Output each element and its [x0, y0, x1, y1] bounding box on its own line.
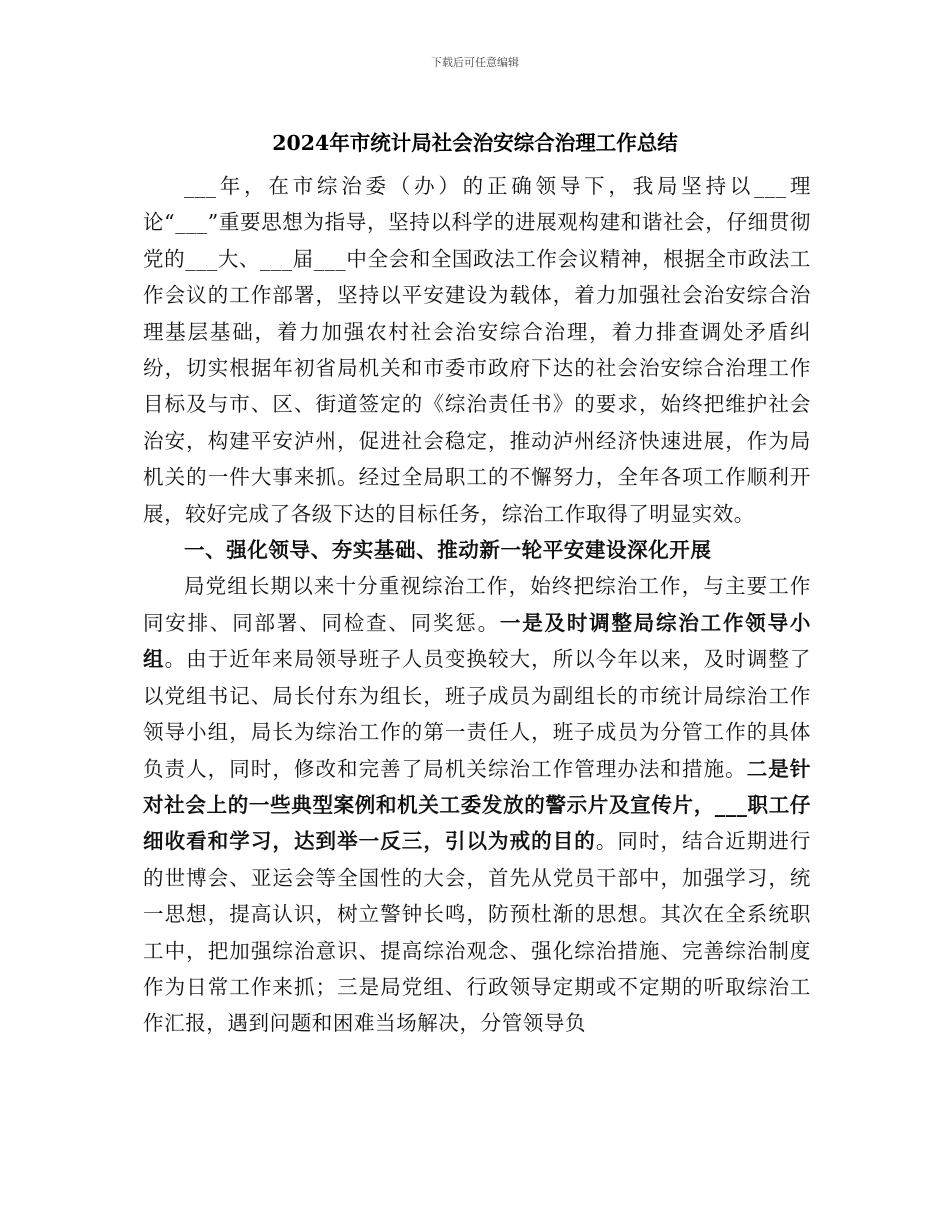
document-body	[143, 168, 811, 1042]
paragraph-text: 。由于近年来局领导班子人员变换较大，所以今年以来，及时调整了以党组书记、局长付东为组长，班子成员为副组长的市统计局综治工作领导小组，局长为综治工作的第一责任人，班子成员为分管工作的具体负责人，同时，修改和完善了局机关综治工作管理办法和措施。	[143, 647, 812, 781]
header-note: 下载后可任意编辑	[431, 56, 519, 69]
section-heading-1: 一、强化领导、夯实基础、推动新一轮平安建设深化开展	[184, 538, 712, 563]
document-title: 2024年市统计局社会治安综合治理工作总结	[272, 131, 678, 155]
paragraph-intro: ___年，在市综治委（办）的正确领导下，我局坚持以___理论“___”重要思想为指导，坚持以科学的进展观构建和谐社会，仔细贯彻党的___大、___届___中全会和全国政法工作会议精神，根据全市政法工作会议的工作部署，坚持以平安建设为载体，着力加强社会治安综合治理基层基础，着力加强农村社会治安综合治理，着力排查调处矛盾纠纷，切实根据年初省局机关和市委市政府下达的社会治安综合治理工作目标及与市、区、街道签定的《综治责任书》的要求，始终把维护社会治安，构建平安泸州，促进社会稳定，推动泸州经济快速进展，作为局机关的一件大事来抓。经过全局职工的不懈努力，全年各项工作顺利开展，较好完成了各级下达的目标任务，综治工作取得了明显实效。	[143, 174, 811, 526]
paragraph-text: 。同时，结合近期进行的世博会、亚运会等全国性的大会，首先从党员干部中，加强学习，统一思想，提高认识，树立警钟长鸣，防预杜渐的思想。其次在全系统职工中，把加强综治意识、提高综治观念、强化综治措施、完善综治制度作为日常工作来抓；三是局党组、行政领导定期或不定期的听取综治工作汇报，遇到问题和困难当场解决，分管领导负	[143, 829, 811, 1036]
paragraph-text: 局党组长期以来十分重视综治工作，始终把综治工作，与主要工作同安排、同部署、同检查、同奖惩。	[143, 574, 811, 635]
bold-point-2: 二是针对社会上的一些典型案例和机关工委发放的警示片及宣传片，___职工仔细收看和学习，达到举一反三，引以为戒的目的	[143, 756, 811, 854]
paragraph-section-1	[143, 568, 811, 1041]
bold-point-1: 一是及时调整局综治工作领导小组	[143, 610, 811, 672]
